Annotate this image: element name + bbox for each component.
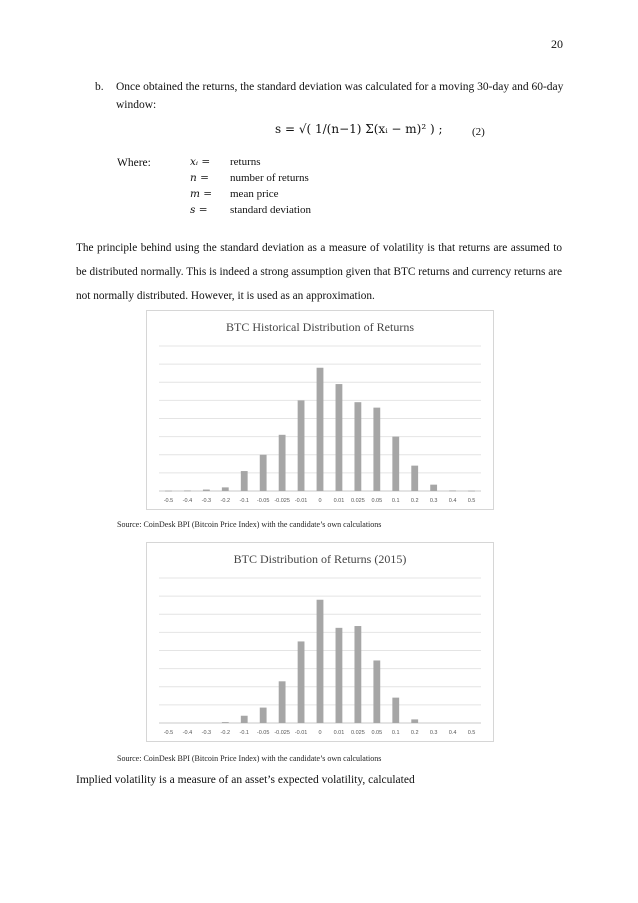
x-tick-label: -0.3 [201, 730, 212, 736]
x-tick-label: 0.4 [448, 730, 457, 736]
x-tick-label: -0.025 [274, 730, 290, 736]
definition-meaning: mean price [230, 188, 279, 200]
bar [392, 437, 399, 491]
x-tick-label: 0.5 [467, 498, 476, 504]
page-number: 20 [551, 37, 563, 51]
x-tick-label: -0.05 [256, 498, 270, 504]
bar [184, 490, 191, 491]
x-tick-label: -0.01 [294, 730, 308, 736]
x-tick-label: 0.3 [429, 730, 438, 736]
x-tick-label: -0.4 [182, 730, 193, 736]
x-tick-label: -0.3 [201, 498, 212, 504]
bar [430, 485, 437, 491]
bar [298, 400, 305, 491]
definition-symbol: n = [190, 172, 209, 184]
list-item-text: Once obtained the returns, the standard deviation was calculated for a moving 30-day and 60-day window: [116, 81, 564, 111]
bar [279, 435, 286, 491]
bar [241, 471, 248, 491]
x-tick-label: 0.5 [467, 730, 476, 736]
x-tick-label: 0.01 [333, 498, 345, 504]
x-tick-label: 0.025 [350, 498, 365, 504]
bar [298, 641, 305, 723]
chart-historical [146, 310, 494, 510]
chart-svg [147, 311, 493, 509]
bar [336, 628, 343, 723]
x-tick-label: 0.3 [429, 498, 438, 504]
definition-meaning: standard deviation [230, 204, 311, 216]
list-marker: b. [95, 81, 104, 93]
bar [279, 681, 286, 723]
x-tick-label: -0.5 [163, 730, 174, 736]
definition-symbol: s = [190, 204, 208, 216]
equation-number: (2) [472, 126, 485, 138]
x-tick-label: -0.1 [239, 498, 249, 504]
x-tick-label: 0.4 [448, 498, 457, 504]
chart-source: Source: CoinDesk BPI (Bitcoin Price Index) with the candidate’s own calculations [117, 520, 382, 529]
x-tick-label: -0.05 [256, 730, 270, 736]
definition-meaning: returns [230, 156, 261, 168]
final-text: Implied volatility is a measure of an asset’s expected volatility, calculated [76, 774, 415, 786]
chart-title: BTC Historical Distribution of Returns [226, 320, 414, 334]
where-label: Where: [117, 157, 151, 169]
x-tick-label: -0.2 [220, 730, 231, 736]
bar [392, 698, 399, 723]
definitions-list [190, 154, 311, 218]
bar [468, 491, 475, 492]
chart-title: BTC Distribution of Returns (2015) [233, 552, 407, 566]
chart-source: Source: CoinDesk BPI (Bitcoin Price Index) with the candidate’s own calculations [117, 754, 382, 763]
bar [411, 719, 418, 723]
bar [222, 722, 229, 723]
bar [222, 487, 229, 491]
x-tick-label: -0.2 [220, 498, 231, 504]
x-tick-label: 0.05 [371, 498, 383, 504]
x-tick-label: 0.2 [410, 498, 419, 504]
bar [373, 408, 380, 491]
x-tick-label: 0.01 [333, 730, 345, 736]
body-paragraph: The principle behind using the standard deviation as a measure of volatility is that returns are assumed to be distributed normally. This is indeed a strong assumption given that BTC returns and currency returns are not normally distributed. However, it is used as an approximation. [76, 242, 562, 302]
bar [354, 626, 361, 723]
bar [260, 455, 267, 491]
x-tick-label: -0.1 [239, 730, 249, 736]
x-tick-label: 0 [318, 498, 322, 504]
x-tick-label: -0.4 [182, 498, 193, 504]
definition-symbol: m = [190, 188, 213, 200]
x-tick-label: -0.5 [163, 498, 174, 504]
bar [449, 490, 456, 491]
x-tick-label: -0.01 [294, 498, 308, 504]
x-tick-label: 0.025 [350, 730, 365, 736]
definition-row [190, 202, 311, 218]
formula: s = √( 1/(n−1) Σ(xᵢ − m)² ) ; [275, 122, 443, 136]
bar [354, 402, 361, 491]
definition-row [190, 154, 311, 170]
x-tick-label: 0.1 [391, 498, 400, 504]
x-tick-label: 0.1 [391, 730, 400, 736]
definition-meaning: number of returns [230, 172, 309, 184]
bar [336, 384, 343, 491]
x-tick-label: 0.05 [371, 730, 383, 736]
x-tick-label: 0 [318, 730, 322, 736]
bar [317, 368, 324, 491]
bar [165, 491, 172, 492]
x-tick-label: -0.025 [274, 498, 290, 504]
chart-2015 [146, 542, 494, 742]
bar [203, 490, 210, 491]
definition-symbol: xᵢ = [190, 156, 211, 168]
bar [241, 716, 248, 723]
chart-svg [147, 543, 493, 741]
bar [411, 466, 418, 491]
bar [317, 600, 324, 723]
x-tick-label: 0.2 [410, 730, 419, 736]
definition-row [190, 170, 311, 186]
bar [373, 660, 380, 723]
definition-row [190, 186, 311, 202]
bar [260, 708, 267, 723]
